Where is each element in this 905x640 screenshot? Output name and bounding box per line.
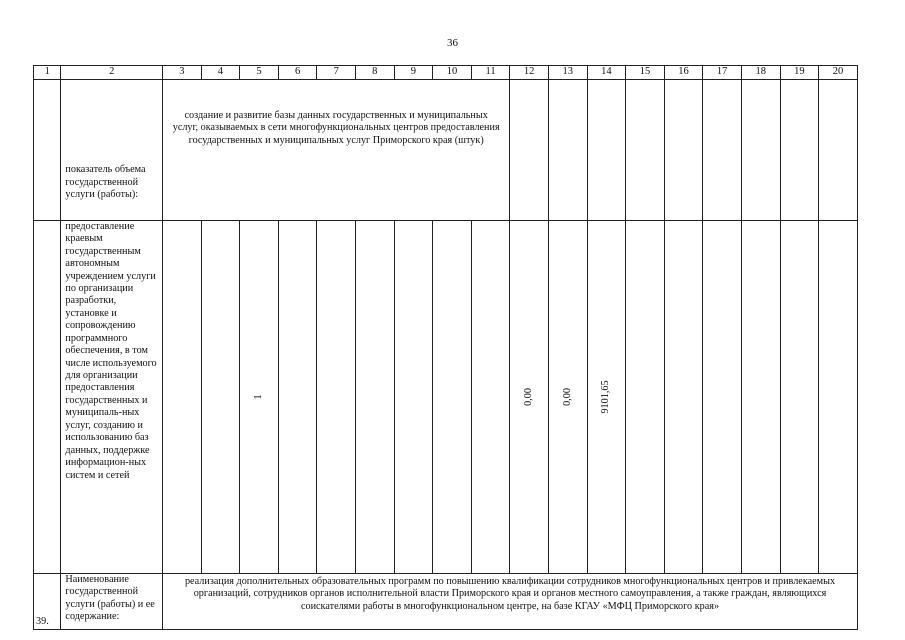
col-header: 17 [703, 66, 742, 80]
table-cell [626, 220, 665, 573]
table-cell [819, 220, 858, 573]
col12-cell [510, 220, 549, 573]
table-cell [780, 220, 819, 573]
col-header: 12 [510, 66, 549, 80]
col-header: 9 [394, 66, 433, 80]
table-cell [664, 79, 703, 220]
table-cell [741, 79, 780, 220]
row-39 [34, 573, 858, 629]
service-name-label: Наименование государственной услуги (работы) и ее содержание: [61, 573, 163, 629]
table-cell [548, 79, 587, 220]
volume-indicator-label: показатель объема государственной услуги (работы): [61, 79, 163, 220]
table-cell [780, 79, 819, 220]
col5-cell [240, 220, 279, 573]
col13-value: 0,00 [561, 387, 573, 406]
volume-indicator-row [34, 79, 858, 220]
table-cell [664, 220, 703, 573]
col-header: 8 [355, 66, 394, 80]
col-header: 13 [548, 66, 587, 80]
col-header: 4 [201, 66, 240, 80]
table-cell [703, 79, 742, 220]
col-header: 20 [819, 66, 858, 80]
col-header: 6 [278, 66, 317, 80]
table-cell [626, 79, 665, 220]
table-cell [201, 220, 240, 573]
col-header: 11 [471, 66, 510, 80]
table-cell [278, 220, 317, 573]
table-cell [819, 79, 858, 220]
col-header: 14 [587, 66, 626, 80]
table-cell [433, 220, 472, 573]
table-cell [703, 220, 742, 573]
table-cell [471, 220, 510, 573]
table-cell [355, 220, 394, 573]
col-header: 5 [240, 66, 279, 80]
col-header: 18 [741, 66, 780, 80]
budget-table [33, 65, 858, 630]
col-header: 19 [780, 66, 819, 80]
volume-indicator-text: создание и развитие базы данных государственных и муниципальных услуг, оказываемых в сети многофункциональных центров предоставления государственных и муниципальных услуг Приморского края (штук) [163, 79, 510, 220]
service-content-text: реализация дополнительных образовательных программ по повышению квалификации сотрудников многофункциональных центров и привлекаемых организаций, сотрудников органов исполнительной власти Приморского края и органов местного самоуправления, а также граждан, являющихся соискателями работы в многофункциональном центре, на базе КГАУ «МФЦ Приморского края» [163, 573, 858, 629]
col14-cell [587, 220, 626, 573]
col-header: 7 [317, 66, 356, 80]
row-number-cell [34, 220, 61, 573]
col14-value: 9101,65 [600, 380, 612, 414]
col-header: 1 [34, 66, 61, 80]
col5-value: 1 [252, 394, 264, 400]
table-cell [510, 79, 549, 220]
col12-value: 0,00 [522, 387, 534, 406]
col-header: 16 [664, 66, 703, 80]
page-number: 36 [447, 37, 458, 49]
service-provision-row [34, 220, 858, 573]
table-cell [741, 220, 780, 573]
col13-cell [548, 220, 587, 573]
col-header: 2 [61, 66, 163, 80]
row-number-cell [34, 79, 61, 220]
table-cell [317, 220, 356, 573]
table-cell [163, 220, 202, 573]
row-number: 39. [34, 573, 61, 629]
col-header: 3 [163, 66, 202, 80]
col-header: 15 [626, 66, 665, 80]
table-cell [394, 220, 433, 573]
service-provision-label: предоставление краевым государственным автономным учреждением услуги по организации разработки, установке и сопровождению программного обеспечения, в том числе используемого для организации предоставления государственных и муниципаль-ных услуг, созданию и использованию баз данных, поддержке информацион-ных систем и сетей [61, 220, 163, 573]
column-header-row [34, 66, 858, 80]
col-header: 10 [433, 66, 472, 80]
table-cell [587, 79, 626, 220]
